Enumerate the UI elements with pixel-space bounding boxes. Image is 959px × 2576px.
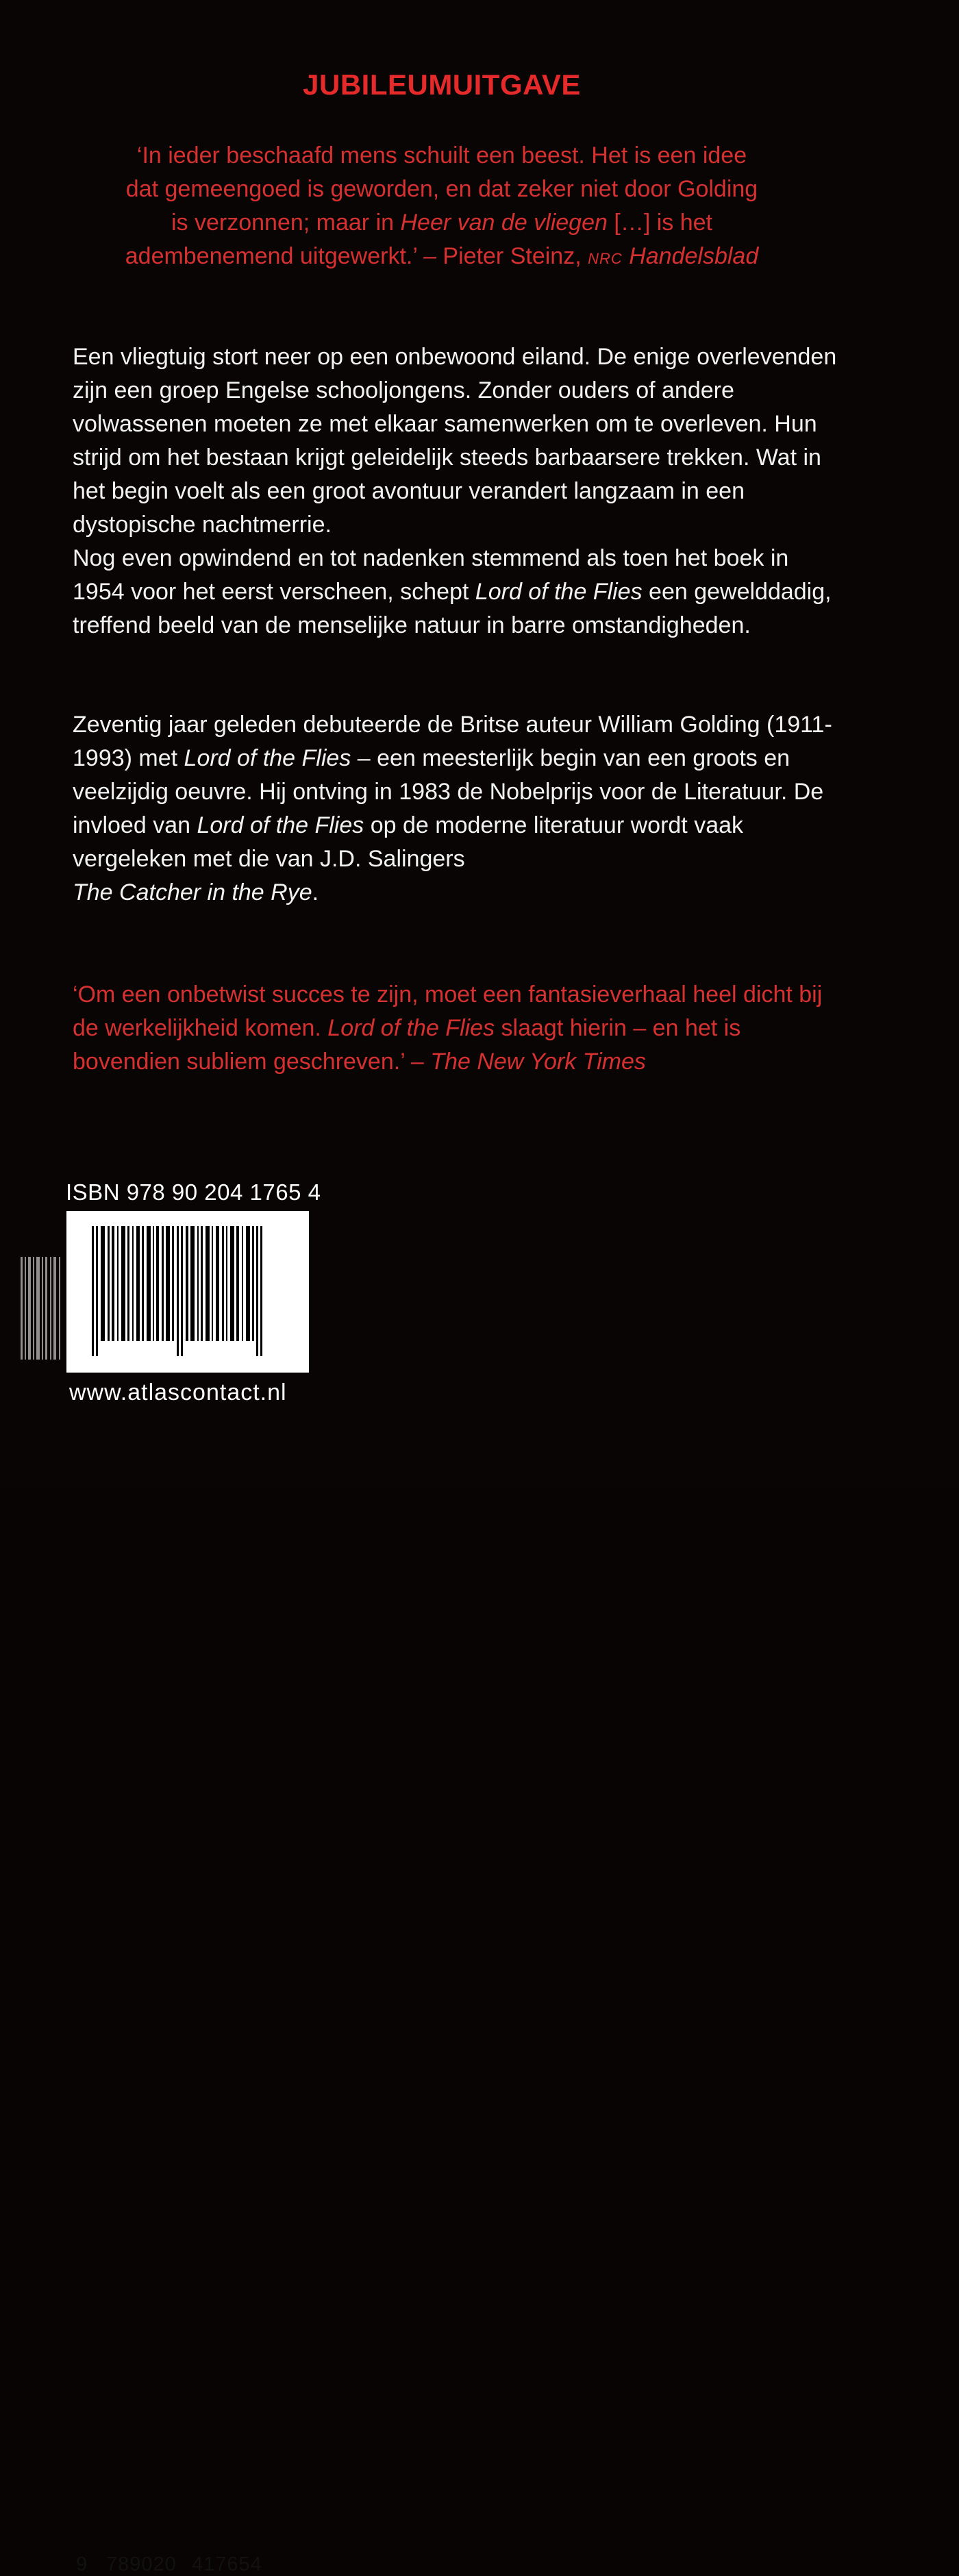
author-block: [73, 708, 847, 910]
synopsis-block: [73, 340, 847, 642]
quote-line: […] is het: [607, 210, 712, 236]
faded-barcode-graphic: [19, 1257, 67, 1370]
text-run: slaagt hierin – en het is bovendien subliem geschreven.’ –: [73, 1015, 741, 1075]
publisher-website: www.atlascontact.nl: [69, 1379, 287, 1405]
jubileum-heading: JUBILEUMUITGAVE: [303, 68, 581, 101]
barcode-digit-group: 417654: [192, 2553, 262, 2575]
synopsis-paragraph: Een vliegtuig stort neer op een onbewoond eiland. De enige overlevenden zijn een groep Engelse schooljongens. Zonder ouders of andere volwassenen moeten ze met elkaar samenwerken om te overleven. Hun strijd om het bestaan krijgt geleidelijk steeds barbaarsere trekken. Wat in het begin voelt als een groot avontuur verandert langzaam in een dystopische nachtmerrie.: [73, 344, 837, 538]
barcode-bars: [66, 1211, 309, 1373]
text-run: Zeventig jaar geleden debuteerde de Britse auteur William Golding (1911-1993) met: [73, 712, 832, 771]
isbn-label: ISBN 978 90 204 1765 4: [66, 1179, 321, 1205]
quote-line: adembenemend uitgewerkt.’ – Pieter Steinz,: [125, 243, 588, 269]
newspaper-name: Handelsblad: [622, 243, 759, 269]
review-quote-nyt: [73, 978, 847, 1079]
nrc-label: NRC: [588, 250, 623, 267]
synopsis-paragraph-2: [73, 542, 847, 642]
book-title: Lord of the Flies: [475, 579, 643, 605]
text-run: een gewelddadig, treffend beeld van de menselijke natuur in barre omstandigheden.: [73, 579, 832, 638]
text-run: Nog even opwindend en tot nadenken stemmend als toen het boek in 1954 voor het eerst verscheen, schept: [73, 545, 789, 605]
book-title: Lord of the Flies: [327, 1015, 495, 1041]
book-title: Lord of the Flies: [197, 812, 364, 838]
text-run: – een meesterlijk begin van een groots en veelzijdig oeuvre. Hij ontving in 1983 de Nobelprijs voor de Literatuur. De invloed van: [73, 745, 824, 838]
barcode-digit-group: 789020: [106, 2553, 177, 2575]
newspaper-name: The New York Times: [430, 1049, 646, 1075]
text-run: .: [312, 879, 319, 905]
dutch-title: Heer van de vliegen: [400, 210, 608, 236]
author-paragraph: [73, 708, 847, 910]
quote-line: is verzonnen; maar in: [171, 210, 401, 236]
text-run: ‘Om een onbetwist succes te zijn, moet een fantasieverhaal heel dicht bij de werkelijkheid komen.: [73, 981, 823, 1041]
book-title: The Catcher in the Rye: [73, 879, 312, 905]
text-run: op de moderne literatuur wordt vaak vergeleken met die van J.D. Salingers: [73, 812, 744, 872]
quote-line: ‘In ieder beschaafd mens schuilt een beest. Het is een idee: [136, 142, 747, 168]
review-quote-steinz: [68, 139, 815, 275]
book-title: Lord of the Flies: [184, 745, 351, 771]
barcode-digit-first: 9: [76, 2553, 88, 2575]
quote-line: dat gemeengoed is geworden, en dat zeker niet door Golding: [125, 176, 758, 202]
